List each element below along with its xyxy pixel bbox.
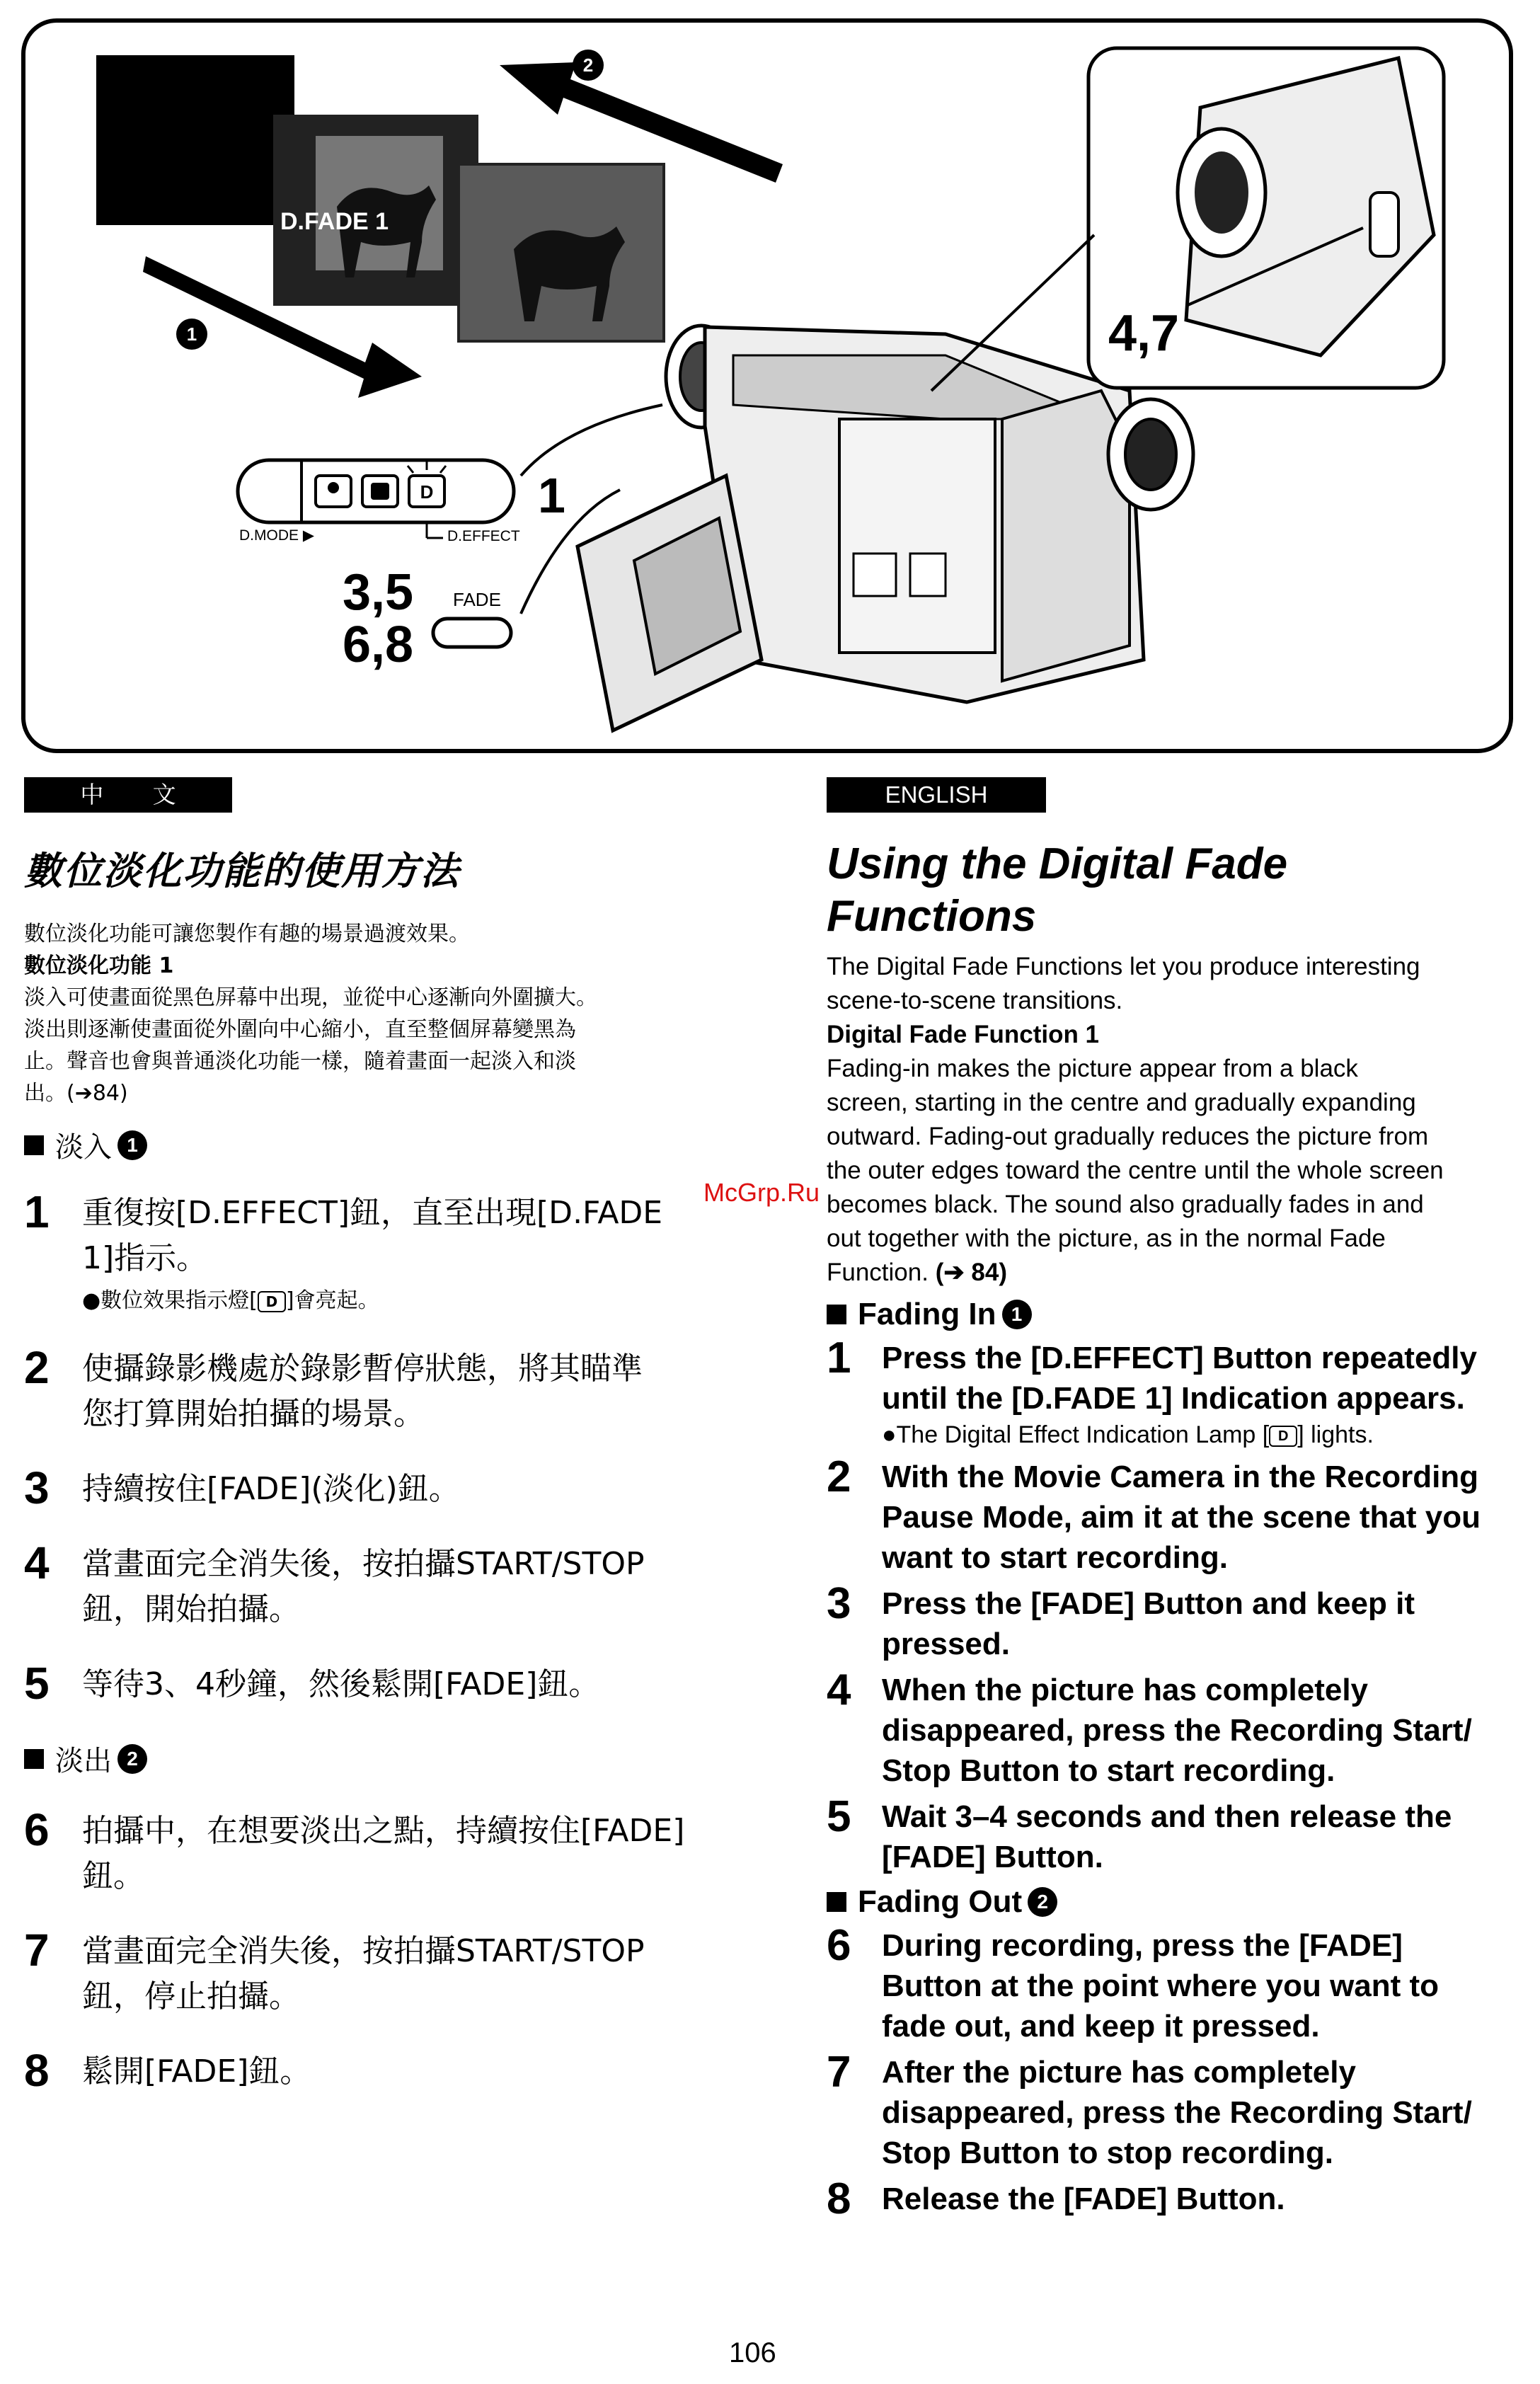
circle-1-icon: 1: [117, 1130, 147, 1160]
d-lamp-icon: D: [258, 1291, 286, 1312]
zh-step: 7 當畫面完全消失後，按拍攝START/STOP 鈕，停止拍攝。: [24, 1925, 645, 2015]
circle-1-icon: 1: [1002, 1300, 1032, 1329]
zh-intro: 數位淡化功能可讓您製作有趣的場景過渡效果。: [24, 922, 470, 946]
square-bullet-icon: [827, 1892, 846, 1912]
en-fade-out-heading: Fading Out 2: [827, 1884, 1520, 1920]
en-subhead: Digital Fade Function 1: [827, 1021, 1100, 1048]
zh-para-1: 淡入可使畫面從黑色屏幕中出現，並從中心逐漸向外圍擴大。: [24, 985, 597, 1010]
zh-step: 4 當畫面完全消失後，按拍攝START/STOP 鈕，開始拍攝。: [24, 1537, 645, 1627]
arrow-1-label: 1: [186, 323, 197, 345]
square-bullet-icon: [24, 1135, 44, 1155]
d-icon: D: [420, 481, 434, 503]
en-intro: The Digital Fade Functions let you produce interesting scene-to-scene transitions.: [827, 953, 1420, 1014]
chinese-column: [24, 777, 703, 2094]
zh-step: 6 拍攝中，在想要淡出之點，持續按住[FADE] 鈕。: [24, 1804, 685, 1894]
callout-1: 1: [538, 468, 565, 523]
en-title: Using the Digital Fade Functions: [827, 839, 1288, 941]
chinese-tab: 中 文: [24, 777, 232, 813]
en-step: 2 With the Movie Camera in the Recording Pause Mode, aim it at the scene that you want to start recording.: [827, 1452, 1481, 1575]
zh-step: 5 等待3、4秒鐘，然後鬆開[FADE]鈕。: [24, 1658, 600, 1709]
zh-title: 數位淡化功能的使用方法: [24, 849, 460, 893]
en-step: 5 Wait 3–4 seconds and then release the [FADE] Button.: [827, 1792, 1452, 1874]
zh-subhead: 數位淡化功能 1: [24, 953, 174, 978]
english-tab: ENGLISH: [827, 777, 1046, 813]
callout-6-8: 6,8: [343, 617, 414, 673]
english-column: [827, 777, 1520, 2223]
en-step: 1 Press the [D.EFFECT] Button repeatedly until the [D.FADE 1] Indication appears. ●The Digital Effect Indication Lamp [ D ] lights.: [827, 1338, 1520, 1451]
callout-3-5: 3,5: [343, 564, 414, 621]
zh-step: 8 鬆開[FADE]鈕。: [24, 2045, 311, 2096]
zh-para-2: 淡出則逐漸使畫面從外圍向中心縮小，直至整個屏幕變黑為: [24, 1017, 576, 1042]
fade-button[interactable]: [433, 619, 511, 647]
zh-fade-out-heading: 淡出 2: [24, 1738, 703, 1779]
d-lamp-icon: D: [1269, 1426, 1297, 1447]
en-body: Fading-in makes the picture appear from a black screen, starting in the centre and gradually expanding outward. Fading-out gradually reduces the picture from the outer edges toward the centre until the whole screen becomes black. The sound also gradually fades in and out together with the picture, as in the normal Fade Function. (➔ 84): [827, 1055, 1444, 1286]
en-step: 6 During recording, press the [FADE] Button at the point where you want to fade out, and keep it pressed.: [827, 1921, 1440, 2044]
en-step: 7 After the picture has completely disappeared, press the Recording Start/ Stop Button to stop recording.: [827, 2048, 1472, 2170]
en-step: 3 Press the [FADE] Button and keep it pressed.: [827, 1579, 1415, 1661]
screen-label: D.FADE 1: [280, 208, 389, 235]
en-fade-in-heading: Fading In 1: [827, 1297, 1520, 1332]
screen-black: [96, 55, 294, 225]
fade-label: FADE: [453, 589, 501, 610]
zh-step: 2 使攝錄影機處於錄影暫停狀態，將其瞄準 您打算開始拍攝的場景。: [24, 1342, 643, 1432]
page-number: 106: [729, 2337, 776, 2368]
zh-note: ●數位效果指示燈[ D ]會亮起。: [82, 1288, 379, 1313]
watermark: McGrp.Ru: [703, 1178, 820, 1207]
arrow-2-label: 2: [582, 55, 594, 76]
square-bullet-icon: [24, 1749, 44, 1769]
circle-2-icon: 2: [117, 1744, 147, 1774]
en-note: ●The Digital Effect Indication Lamp [ D ] lights.: [882, 1421, 1374, 1448]
d-mode-label: D.MODE ▶: [239, 527, 314, 544]
illustration-drawing: [25, 23, 1513, 753]
camera-illustration: [21, 18, 1513, 753]
en-step: 8 Release the [FADE] Button.: [827, 2174, 1285, 2223]
callout-4-7: 4,7: [1108, 305, 1180, 362]
zh-para-4: 出。(➔84): [24, 1081, 128, 1106]
zh-step: 3 持續按住[FADE](淡化)鈕。: [24, 1462, 460, 1513]
camcorder: [578, 326, 1193, 730]
square-bullet-icon: [827, 1305, 846, 1324]
zh-step: 1 重復按[D.EFFECT]鈕，直至出現[D.FADE 1]指示。 ●數位效果指示燈[ D ]會亮起。: [24, 1189, 703, 1317]
zh-para-3: 止。聲音也會與普通淡化功能一樣，隨着畫面一起淡入和淡: [24, 1049, 576, 1074]
circle-2-icon: 2: [1028, 1887, 1057, 1917]
d-effect-label: D.EFFECT: [447, 528, 520, 544]
en-step: 4 When the picture has completely disappeared, press the Recording Start/ Stop Button to start recording.: [827, 1666, 1472, 1788]
zh-fade-in-heading: 淡入 1: [24, 1125, 703, 1165]
